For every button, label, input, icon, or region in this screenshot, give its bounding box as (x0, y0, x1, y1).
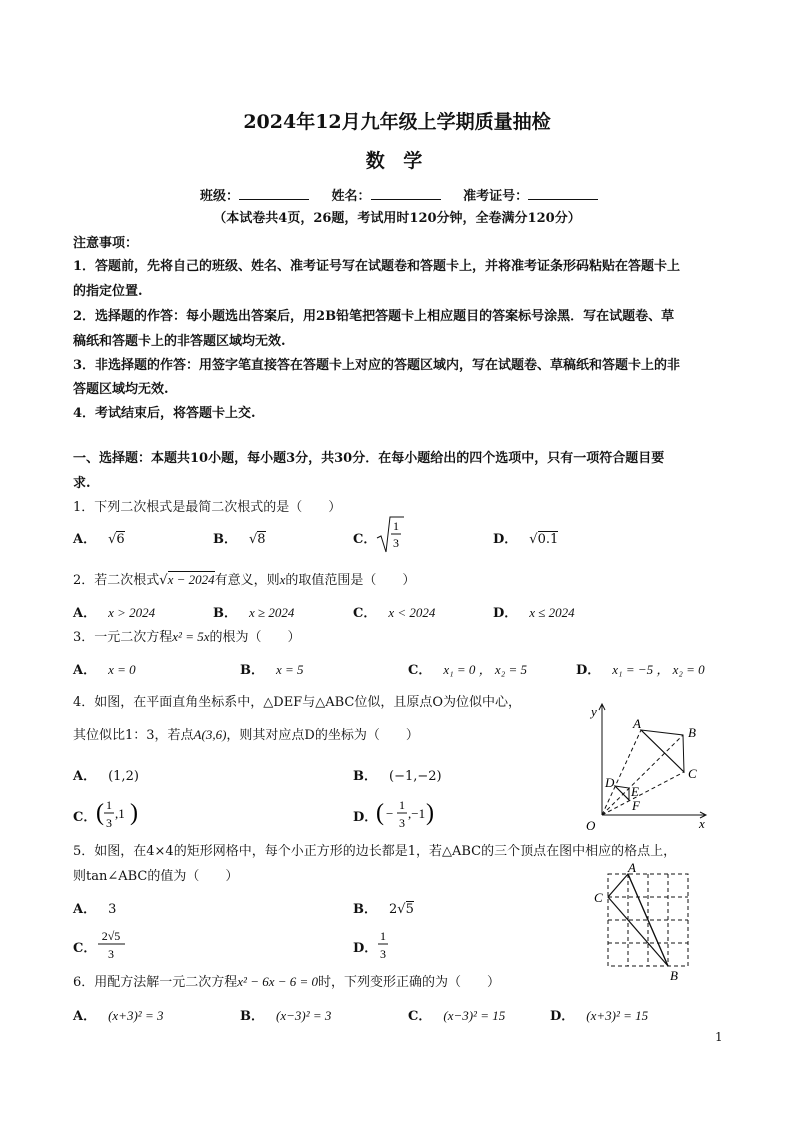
q3-pre: 3．一元二次方程 (73, 630, 173, 645)
label-b: B (670, 968, 678, 983)
option-label: B． (353, 769, 377, 784)
option-value: (−1,−2) (389, 769, 442, 784)
option-value: x ≥ 2024 (249, 605, 295, 620)
q2-option-a (73, 602, 155, 621)
q4-d-expr (374, 794, 436, 838)
label-a: A (633, 716, 641, 731)
q6-option-c (408, 1005, 505, 1024)
q4-stem-line1: 4．如图，在平面直角坐标系中，△DEF与△ABC位似，且原点O为位似中心， (73, 695, 521, 710)
frac-num: 1 (380, 929, 386, 943)
q3-option-c (408, 659, 527, 678)
exam-info: （本试卷共4页，26题，考试用时120分钟，全卷满分120分） (213, 211, 581, 226)
q3-option-a (73, 659, 136, 678)
notice-line: 3．非选择题的作答：用签字笔直接答在答题卡上对应的答题区域内，写在试题卷、草稿纸和答题卡上的非 (73, 358, 681, 373)
q4-stem-line2 (73, 724, 419, 743)
diag-ac (641, 730, 684, 772)
q5-stem-line1: 5．如图，在4×4的矩形网格中，每个小正方形的边长都是1，若△ABC的三个顶点在图中相应的格点上， (73, 844, 677, 859)
option-label: D． (550, 1009, 575, 1024)
grid-figure (590, 862, 700, 984)
option-label: C． (73, 810, 97, 825)
option-value: (x+3)² = 15 (586, 1008, 649, 1023)
name-label: 姓名： (331, 189, 371, 204)
notice-line: 2．选择题的作答：每小题选出答案后，用2B铅笔把答题卡上相应题目的答案标号涂黑．写在试题卷、草 (73, 309, 675, 324)
option-value: 3 (108, 902, 117, 917)
label-b: B (688, 725, 696, 740)
option-label: B． (240, 1009, 264, 1024)
label-e: E (631, 784, 639, 799)
q6-option-a (73, 1005, 163, 1024)
option-label: C． (353, 532, 377, 547)
option-label: A． (73, 1009, 97, 1024)
option-value: x = 5 (276, 662, 304, 677)
q4-option-a (73, 765, 139, 784)
paren-close: ) (426, 800, 434, 826)
exam-no-label: 准考证号： (463, 189, 529, 204)
notice-line: 4．考试结束后，将答题卡上交. (73, 406, 256, 421)
option-label: D． (576, 663, 601, 678)
subject-title: 数 学 (365, 150, 429, 172)
coef: 2 (389, 902, 398, 917)
name-blank (371, 187, 441, 200)
frac-den: 3 (380, 947, 386, 961)
option-value: (x+3)² = 3 (108, 1008, 164, 1023)
section-heading: 一、选择题：本题共10小题，每小题3分，共30分．在每小题给出的四个选项中，只有一项符合题目要 (73, 451, 665, 466)
q1-stem: 1．下列二次根式是最简二次根式的是（ ） (73, 500, 342, 515)
option-value: (1,2) (108, 769, 139, 784)
option-label: D． (353, 810, 378, 825)
q5-figure (590, 862, 700, 988)
page-number: 1 (715, 1030, 723, 1044)
q3-option-d (576, 659, 705, 678)
q6-option-b (240, 1005, 331, 1024)
q3-post: 的根为（ ） (209, 630, 301, 645)
q4-option-b (353, 765, 442, 784)
q1-option-a: A． √6 (73, 532, 125, 547)
q2-post: 有意义，则 (214, 573, 280, 588)
label-d: D (605, 775, 615, 790)
q4-figure (578, 700, 718, 842)
paren-fraction-icon (94, 794, 140, 834)
q2-post2: 的取值范围是（ ） (285, 573, 416, 588)
sqrt-fraction-icon (376, 514, 406, 554)
radicand: 6 (116, 532, 125, 547)
q5-option-b: B． 2√5 (353, 902, 414, 917)
q4-post: ，则其对应点D的坐标为（ ） (226, 728, 419, 743)
option-label: A． (73, 769, 97, 784)
frac-den: 3 (108, 947, 114, 961)
option-label: D． (493, 606, 518, 621)
student-info-line (200, 185, 598, 204)
option-label: D． (353, 941, 378, 956)
q2-option-c (353, 602, 435, 621)
option-label: A． (73, 532, 97, 547)
d-tail: ,−1 (408, 806, 426, 821)
d-minus: − (386, 806, 394, 821)
label-y: y (591, 704, 597, 719)
radicand: 5 (405, 902, 414, 917)
label-c: C (594, 890, 603, 905)
class-blank (239, 187, 309, 200)
q3-stem (73, 626, 301, 645)
label-a: A (628, 862, 636, 875)
option-label: C． (408, 663, 432, 678)
label-o: O (586, 818, 596, 833)
option-label: A． (73, 663, 97, 678)
option-label: A． (73, 902, 97, 917)
notice-line: 1．答题前，先将自己的班级、姓名、准考证号写在试题卷和答题卡上，并将准考证条形码粘贴在答题卡上 (73, 259, 681, 274)
q1-option-b: B． √8 (213, 532, 266, 547)
radicand: 8 (257, 532, 266, 547)
coordinate-figure (578, 700, 718, 838)
paren-open: ( (96, 800, 104, 826)
q4-c-expr (94, 794, 140, 838)
notice-heading: 注意事项： (73, 236, 139, 251)
notice-line: 答题区域均无效. (73, 382, 169, 397)
q2-option-b (213, 602, 294, 621)
frac-den: 3 (106, 816, 112, 830)
option-label: B． (213, 532, 237, 547)
option-value: x < 2024 (388, 605, 436, 620)
class-label: 班级： (200, 189, 240, 204)
frac-num: 1 (393, 519, 399, 533)
option-label: C． (408, 1009, 432, 1024)
q2-option-d (493, 602, 575, 621)
label-f: F (632, 798, 640, 813)
option-label: B． (240, 663, 264, 678)
paren-open: ( (376, 800, 384, 826)
option-value: x₁ = −5 ， x₂ = 0 (612, 662, 705, 677)
q3-eq: x² = 5x (172, 629, 210, 644)
frac-den: 3 (399, 816, 405, 830)
notice-line: 的指定位置. (73, 284, 143, 299)
option-label: D． (493, 532, 518, 547)
label-x: x (699, 816, 705, 831)
q6-stem (73, 971, 500, 990)
frac-num: 1 (399, 798, 405, 812)
option-label: C． (353, 606, 377, 621)
q6-eq: x² − 6x − 6 = 0 (237, 974, 319, 989)
option-label: A． (73, 606, 97, 621)
q2-stem: 2．若二次根式√x − 2024有意义，则x的取值范围是（ ） (73, 572, 416, 588)
option-value: x > 2024 (108, 605, 156, 620)
label-c: C (688, 766, 697, 781)
option-value: (x−3)² = 15 (443, 1008, 506, 1023)
option-value: x = 0 (108, 662, 136, 677)
q6-post: 时，下列变形正确的为（ ） (318, 975, 501, 990)
q1-option-d: D． √0.1 (493, 532, 559, 547)
q5-option-a (73, 898, 116, 917)
option-value: (x−3)² = 3 (276, 1008, 332, 1023)
exam-title: 2024年12月九年级上学期质量抽检 (243, 111, 551, 133)
frac-num: 2√5 (101, 929, 121, 943)
c-tail: ,1 (115, 806, 125, 821)
paren-fraction-icon (374, 794, 436, 834)
q2-radicand: x − 2024 (167, 572, 215, 587)
paren-close: ) (130, 800, 138, 826)
q2-var: x (279, 572, 286, 587)
frac-num: 1 (106, 798, 112, 812)
option-label: B． (213, 606, 237, 621)
fraction-icon (96, 925, 132, 965)
option-value: x ≤ 2024 (529, 605, 575, 620)
section-heading-cont: 求. (73, 476, 91, 491)
q5-d-expr (375, 925, 395, 969)
exam-no-blank (528, 187, 598, 200)
notice-line: 稿纸和答题卡上的非答题区域均无效. (73, 334, 286, 349)
option-label: C． (73, 941, 97, 956)
q3-option-b (240, 659, 304, 678)
radicand: 0.1 (537, 532, 559, 547)
option-value: x₁ = 0 ， x₂ = 5 (443, 662, 527, 677)
q1-c-radical (376, 514, 406, 558)
q4-pre: 其位似比1：3，若点 (73, 728, 194, 743)
q5-stem-line2: 则tan∠ABC的值为（ ） (73, 869, 239, 884)
option-label: B． (353, 902, 377, 917)
q6-pre: 6．用配方法解一元二次方程 (73, 975, 238, 990)
q5-c-expr (96, 925, 132, 969)
frac-den: 3 (393, 536, 399, 550)
q4-point: A(3,6) (193, 727, 227, 742)
fraction-icon (375, 925, 395, 965)
q6-option-d (550, 1005, 648, 1024)
q2-pre: 2．若二次根式 (73, 573, 160, 588)
